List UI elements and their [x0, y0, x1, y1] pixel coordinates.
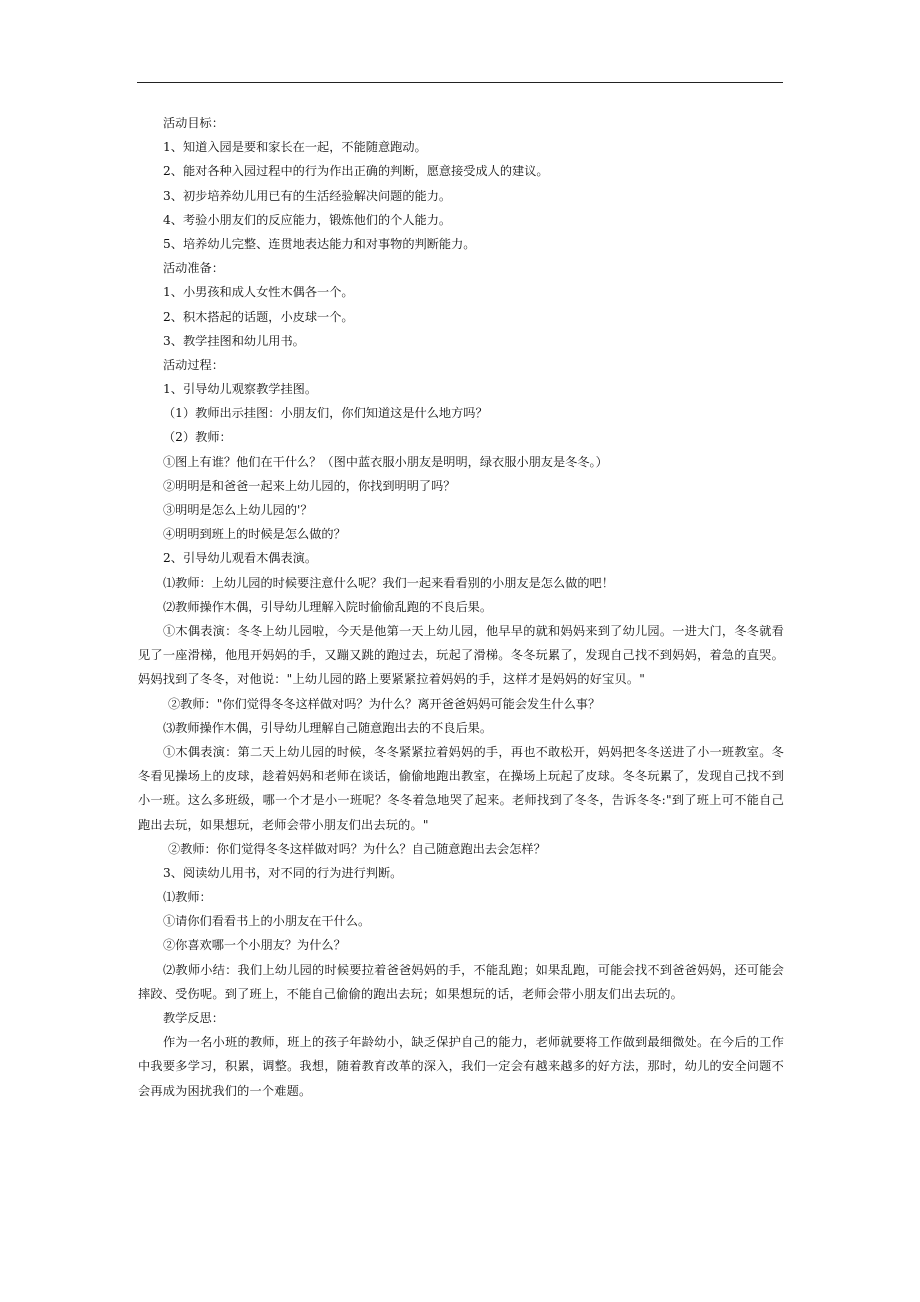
step-3-question: ①请你们看看书上的小朋友在干什么。 [163, 914, 371, 929]
heading-goals: 活动目标： [163, 116, 224, 130]
step-3-question: ②你喜欢哪一个小朋友？为什么？ [163, 938, 346, 953]
goal-item: 2、能对各种入园过程中的行为作出正确的判断，愿意接受成人的建议。 [163, 164, 549, 179]
document-body [138, 111, 784, 1103]
step-1: 1、引导幼儿观察教学挂图。 [163, 382, 318, 397]
prep-item: 3、教学挂图和幼儿用书。 [163, 333, 305, 348]
puppet-show-1-question: ②教师："你们觉得冬冬这样做对吗？为什么？离开爸爸妈妈可能会发生什么事？ [168, 696, 601, 711]
puppet-show-2-question: ②教师：你们觉得冬冬这样做对吗？为什么？自己随意跑出去会怎样？ [168, 841, 546, 856]
goal-item: 3、初步培养幼儿用已有的生活经验解决问题的能力。 [163, 188, 452, 203]
prep-item: 1、小男孩和成人女性木偶各一个。 [163, 285, 354, 300]
step-2-a: ⑴教师：上幼儿园的时候要注意什么呢？我们一起来看看别的小朋友是怎么做的吧！ [163, 575, 614, 590]
reflection-text: 作为一名小班的教师，班上的孩子年龄幼小，缺乏保护自己的能力，老师就要将工作做到最细微处。在今后的工作中我要多学习，积累，调整。我想，随着教育改革的深入，我们一定会有越来越多的好方法，那时，幼儿的安全问题不会再成为困扰我们的一个难题。 [138, 1035, 784, 1098]
step-3: 3、阅读幼儿用书，对不同的行为进行判断。 [163, 865, 403, 880]
goal-item: 5、培养幼儿完整、连贯地表达能力和对事物的判断能力。 [163, 236, 476, 251]
step-3-summary: ⑵教师小结：我们上幼儿园的时候要拉着爸爸妈妈的手，不能乱跑；如果乱跑，可能会找不到爸爸妈妈，还可能会摔跤、受伤呢。到了班上，不能自己偷偷的跑出去玩；如果想玩的话，老师会带小朋友们出去玩的。 [138, 962, 784, 1001]
step-1-sub-2: （2）教师： [163, 430, 232, 445]
heading-prep: 活动准备： [163, 261, 224, 276]
puppet-show-2: ①木偶表演：第二天上幼儿园的时候，冬冬紧紧拉着妈妈的手，再也不敢松开，妈妈把冬冬送进了小一班教室。冬冬看见操场上的皮球，趁着妈妈和老师在谈话，偷偷地跑出教室，在操场上玩起了皮球。冬冬玩累了，发现自己找不到小一班。这么多班级，哪一个才是小一班呢？冬冬着急地哭了起来。老师找到了冬冬，告诉冬冬:"到了班上可不能自己跑出去玩，如果想玩，老师会带小朋友们出去玩的。" [138, 744, 784, 832]
step-1-question: ③明明是怎么上幼儿园的'？ [163, 503, 313, 517]
step-1-sub-1: （1）教师出示挂图：小朋友们，你们知道这是什么地方吗？ [163, 406, 488, 421]
heading-process: 活动过程： [163, 357, 224, 372]
step-3-a: ⑴教师： [163, 890, 212, 905]
goal-item: 1、知道入园是要和家长在一起，不能随意跑动。 [163, 140, 427, 155]
step-2: 2、引导幼儿观看木偶表演。 [163, 551, 318, 566]
step-2-b: ⑵教师操作木偶，引导幼儿理解入院时偷偷乱跑的不良后果。 [163, 599, 493, 614]
step-1-question: ④明明到班上的时候是怎么做的？ [163, 527, 346, 542]
goal-item: 4、考验小朋友们的反应能力，锻炼他们的个人能力。 [163, 212, 452, 227]
step-1-question: ②明明是和爸爸一起来上幼儿园的，你找到明明了吗？ [163, 478, 456, 493]
header-rule [137, 82, 783, 83]
puppet-show-1: ①木偶表演：冬冬上幼儿园啦，今天是他第一天上幼儿园，他早早的就和妈妈来到了幼儿园。一进大门，冬冬就看见了一座滑梯，他甩开妈妈的手，又蹦又跳的跑过去，玩起了滑梯。冬冬玩累了，发现自己找不到妈妈，着急的直哭。妈妈找到了冬冬，对他说："上幼儿园的路上要紧紧拉着妈妈的手，这样才是妈妈的好宝贝。" [138, 623, 784, 687]
step-1-question: ①图上有谁？他们在干什么？（图中蓝衣服小朋友是明明，绿衣服小朋友是冬冬。） [163, 454, 608, 469]
heading-reflection: 教学反思： [163, 1011, 224, 1026]
step-2-c: ⑶教师操作木偶，引导幼儿理解自己随意跑出去的不良后果。 [163, 720, 493, 735]
prep-item: 2、积木搭起的话题，小皮球一个。 [163, 309, 354, 324]
